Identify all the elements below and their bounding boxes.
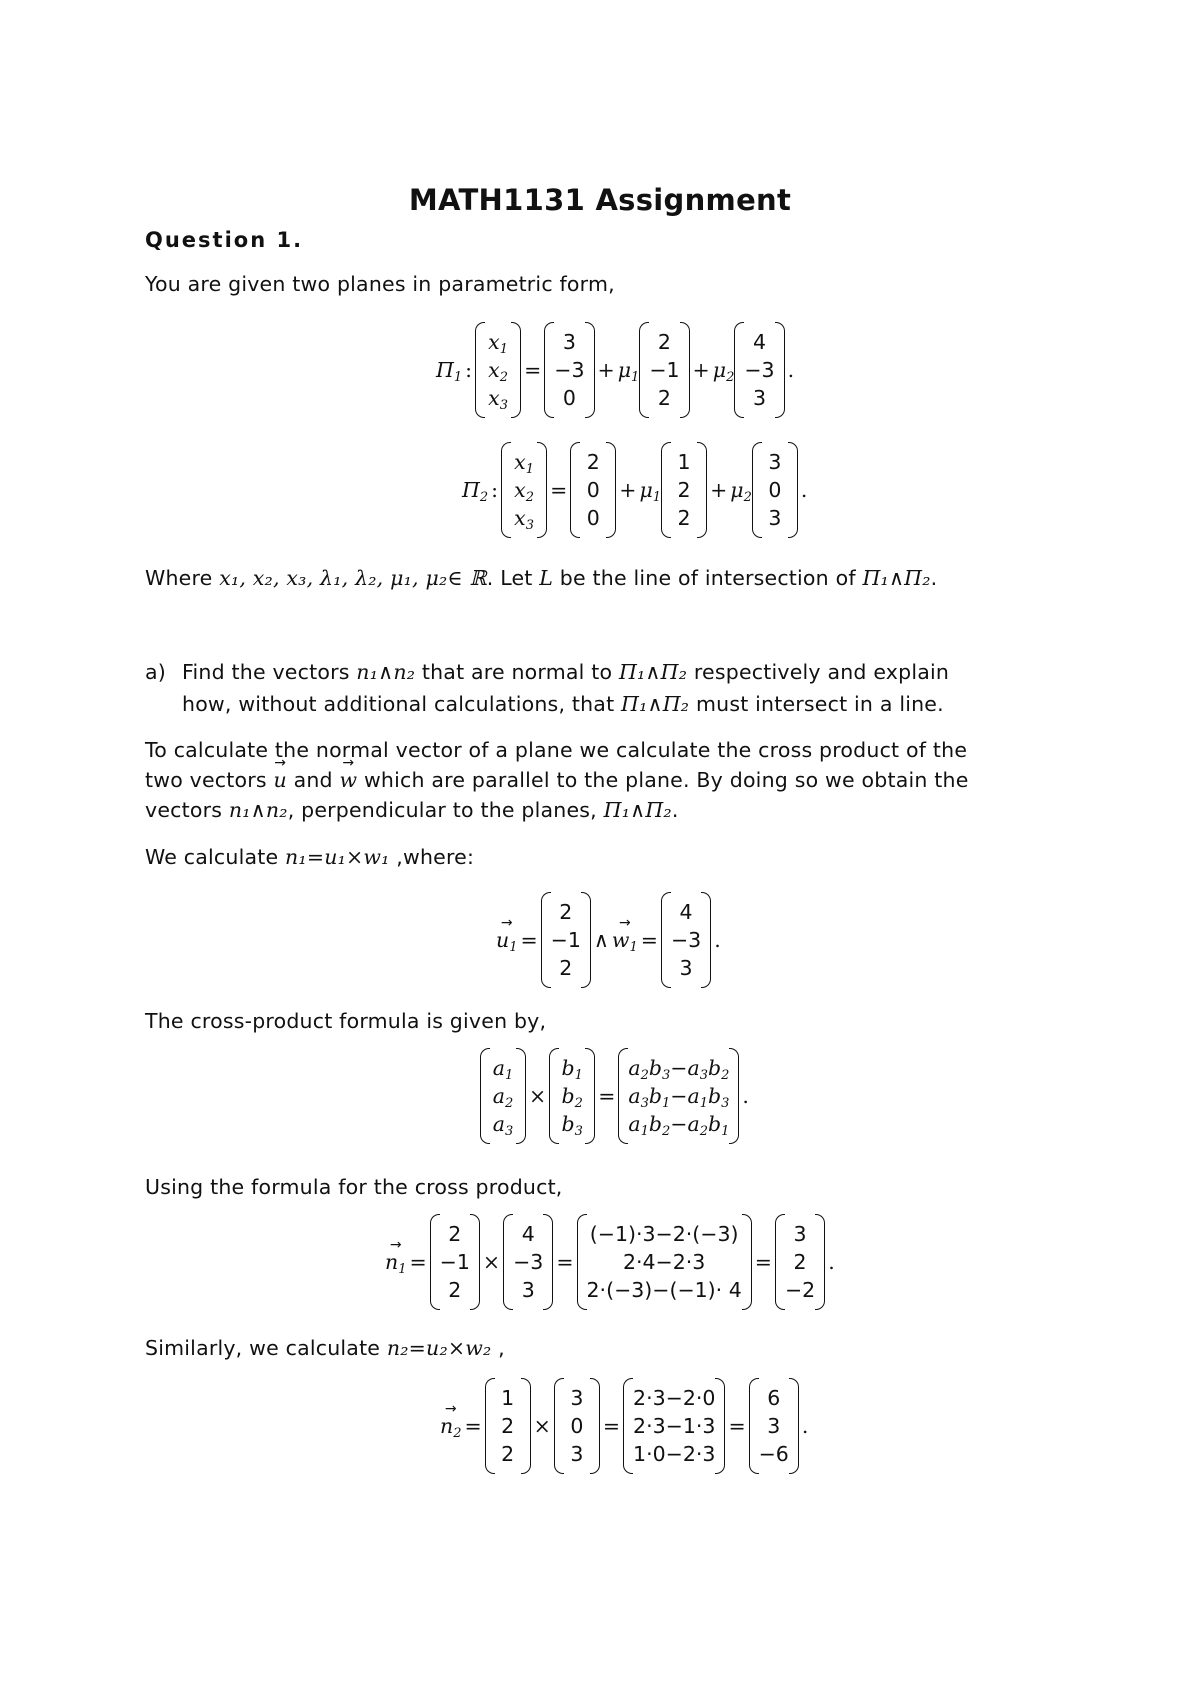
- para1-line2: two vectors → u and → w which are parallel to the plane. By doing so we obtain the: [145, 768, 969, 792]
- part-a-label: a): [145, 660, 166, 684]
- plane1-equation: $\Pi_1$ : $x_1$ $x_2$ $x_3$ = 3 −3 0 + $\mu_1$ 2 −1 2 + $\mu_2$ 4 −3 3 .: [436, 322, 797, 418]
- w1-vector: 4 −3 3: [661, 892, 711, 988]
- para1-line3: vectors n₁∧n₂, perpendicular to the planes, Π₁∧Π₂.: [145, 798, 679, 822]
- plane2-direction-vector-2: 3 0 3: [752, 442, 798, 538]
- plane2-equation: $\Pi_2$ : $x_1$ $x_2$ $x_3$ = 2 0 0 + $\mu_1$ 1 2 2 + $\mu_2$ 3 0 3 .: [462, 442, 810, 538]
- vector-b: $b_1$ $b_2$ $b_3$: [549, 1048, 595, 1144]
- question-heading: Question 1.: [145, 228, 304, 252]
- plane1-direction-vector-1: 2 −1 2: [639, 322, 689, 418]
- plane1-point-vector: 3 −3 0: [544, 322, 594, 418]
- plane2-direction-vector-1: 1 2 2: [661, 442, 707, 538]
- n2-calculation: → $n_2$ = 1 2 2 × 3 0 3 = 2·3−2·0 2·3−1·3 1·0−2·3 = 6 3 −6 .: [440, 1378, 811, 1474]
- intro-text: You are given two planes in parametric form,: [145, 272, 615, 296]
- n2-vector-b: 3 0 3: [554, 1378, 600, 1474]
- n2-vector-a: 1 2 2: [485, 1378, 531, 1474]
- n1-vector-b: 4 −3 3: [503, 1214, 553, 1310]
- part-a-line1: Find the vectors n₁∧n₂ that are normal to Π₁∧Π₂ respectively and explain: [182, 660, 950, 684]
- cross-result-vector: $a_2b_3-a_3b_2$ $a_3b_1-a_1b_3$ $a_1b_2-a_2b_1$: [618, 1048, 739, 1144]
- n2-expansion: 2·3−2·0 2·3−1·3 1·0−2·3: [623, 1378, 725, 1474]
- vector-a: $a_1$ $a_2$ $a_3$: [480, 1048, 526, 1144]
- document-title: MATH1131 Assignment: [408, 183, 792, 217]
- plane2-label: $\Pi_2$: [462, 478, 489, 505]
- plane1-label: $\Pi_1$: [436, 358, 463, 385]
- u1-w1-equation: → $u_1$ = 2 −1 2 ∧ → $w_1$ = 4 −3 3 .: [496, 892, 724, 988]
- plane1-direction-vector-2: 4 −3 3: [734, 322, 784, 418]
- cross-intro: The cross-product formula is given by,: [145, 1009, 547, 1033]
- plane2-point-vector: 2 0 0: [570, 442, 616, 538]
- u1-vector: 2 −1 2: [541, 892, 591, 988]
- n1-vector-a: 2 −1 2: [430, 1214, 480, 1310]
- similarly-line: Similarly, we calculate n₂=u₂×w₂ ,: [145, 1336, 505, 1360]
- para1-line1: To calculate the normal vector of a plane we calculate the cross product of the: [145, 738, 968, 762]
- cross-product-formula: $a_1$ $a_2$ $a_3$ × $b_1$ $b_2$ $b_3$ = $a_2b_3-a_3b_2$ $a_3b_1-a_1b_3$ $a_1b_2-a_2b_1$ .: [480, 1048, 752, 1144]
- plane2-x-vector: $x_1$ $x_2$ $x_3$: [501, 442, 547, 538]
- n1-calculation: → $n_1$ = 2 −1 2 × 4 −3 3 = (−1)·3−2·(−3) 2·4−2·3 2·(−3)−(−1)· 4 = 3 2 −2 .: [385, 1214, 838, 1310]
- n2-result: 6 3 −6: [749, 1378, 799, 1474]
- using-formula-text: Using the formula for the cross product,: [145, 1175, 563, 1199]
- we-calculate-line: We calculate n₁=u₁×w₁ ,where:: [145, 845, 475, 869]
- n1-expansion: (−1)·3−2·(−3) 2·4−2·3 2·(−3)−(−1)· 4: [577, 1214, 752, 1310]
- plane1-x-vector: $x_1$ $x_2$ $x_3$: [475, 322, 521, 418]
- part-a-line2: how, without additional calculations, that Π₁∧Π₂ must intersect in a line.: [182, 692, 944, 716]
- n1-result: 3 2 −2: [775, 1214, 825, 1310]
- where-line: Where x₁, x₂, x₃, λ₁, λ₂, μ₁, μ₂∈ ℝ. Let L be the line of intersection of Π₁∧Π₂.: [145, 566, 938, 590]
